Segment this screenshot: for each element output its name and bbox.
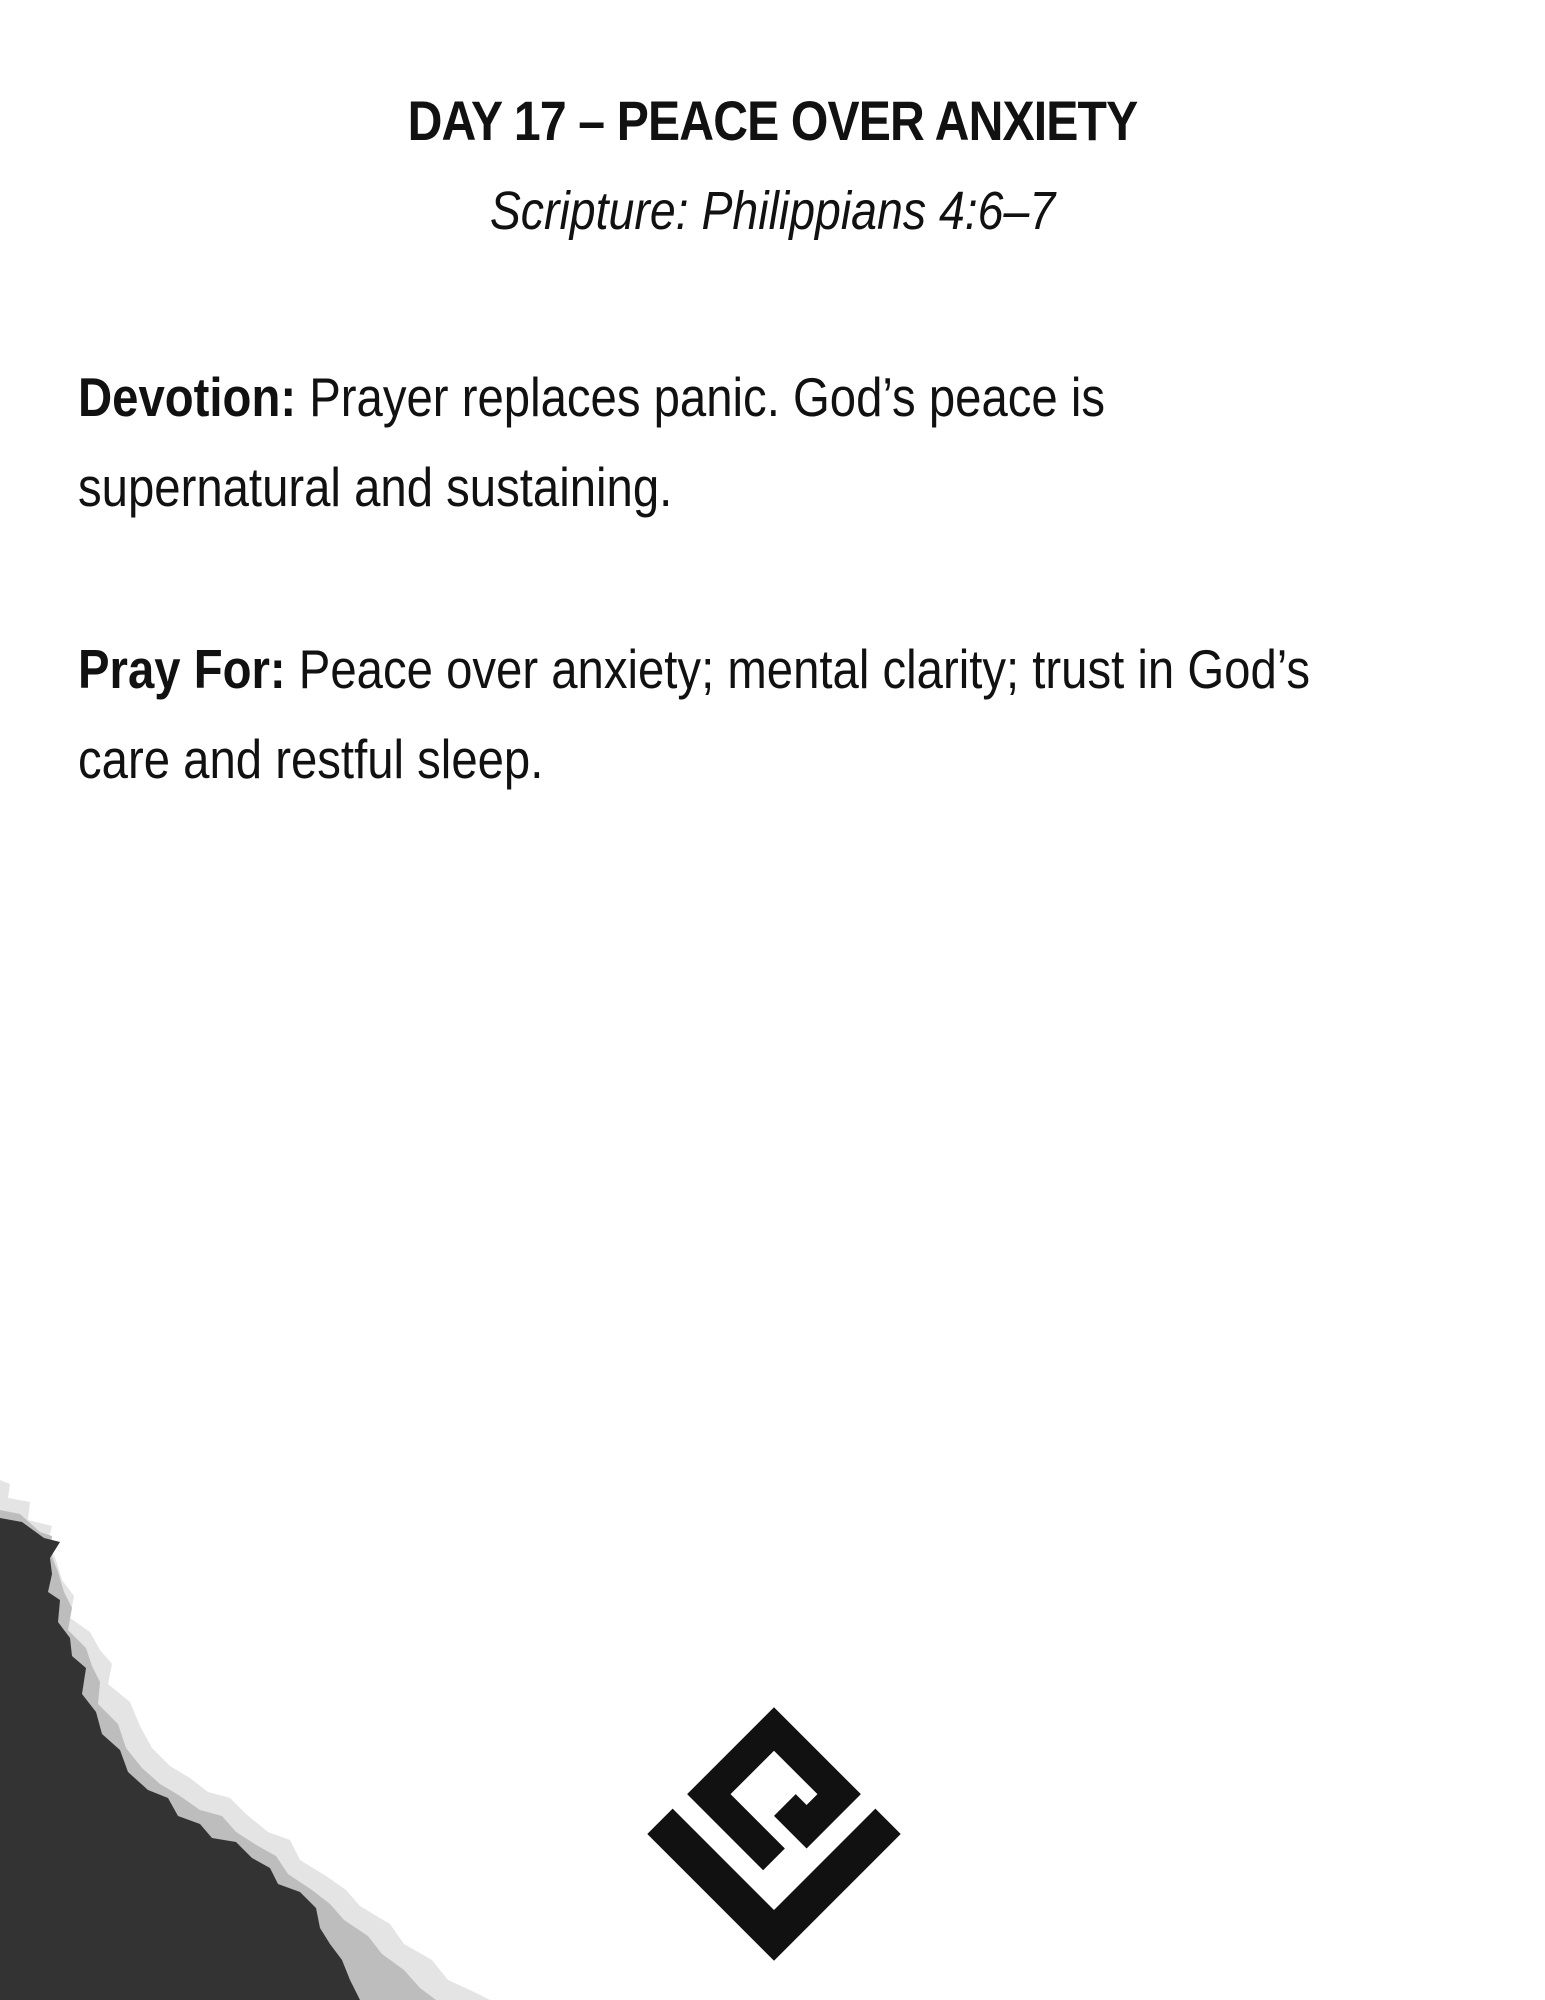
devotion-text: Prayer replaces panic. God’s peace is supernatural and sustaining. [78,366,1106,518]
diamond-g-logo-icon [646,1706,902,1962]
page-title: DAY 17 – PEACE OVER ANXIETY [407,89,1138,152]
pray-for-paragraph [78,624,1351,804]
scripture-reference: Scripture: Philippians 4:6–7 [489,181,1056,241]
devotion-label: Devotion: [78,366,297,428]
torn-paper-corner-decoration [0,1480,520,2000]
devotion-paragraph [78,352,1351,532]
pray-for-label: Pray For: [78,638,286,700]
pray-for-text: Peace over anxiety; mental clarity; trust in God’s care and restful sleep. [78,638,1311,790]
